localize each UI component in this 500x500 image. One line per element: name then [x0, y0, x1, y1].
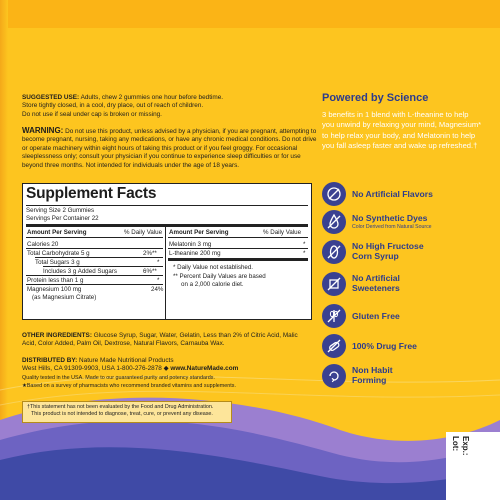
claim-label: Gluten Free	[352, 311, 400, 321]
other-ingredients-line-1: Glucose Syrup, Sugar, Water, Gelatin, Less than 2% of Citric Acid, Malic	[93, 332, 298, 339]
no-flavors-icon	[322, 182, 346, 206]
distributed-company: Nature Made Nutritional Products	[79, 357, 174, 364]
warning-block	[22, 127, 317, 170]
fact-row-magnesium-source: (as Magnesium Citrate)	[32, 294, 97, 301]
lot-expiry-box	[446, 432, 500, 500]
facts-title: Supplement Facts	[26, 185, 157, 202]
lot-label: Lot:	[451, 436, 460, 452]
warning-line-1: Do not use this product, unless advised by a physician, if you are pregnant, attempting to	[65, 128, 317, 135]
serving-size: Serving Size 2 Gummies	[26, 207, 95, 214]
footnote-1: * Daily Value not established.	[173, 264, 254, 271]
suggested-use-text: Adults, chew 2 gummies one hour before bedtime.	[80, 94, 224, 101]
claim-label: No Artificial	[352, 273, 400, 283]
fact-row-protein: Protein less than 1 g	[27, 277, 84, 284]
web-bullet: ◆	[163, 365, 169, 373]
fact-row-carb-dv: 2%**	[143, 250, 157, 257]
warning-line-4: sleeplessness only; consult your physician if you continue to experience sleep difficulties or for use	[22, 153, 301, 161]
fact-row-ltheanine: L-theanine 200 mg	[169, 250, 221, 257]
footnote-3: on a 2,000 calorie diet.	[181, 281, 244, 288]
fact-row-added-sugars-dv: 6%**	[143, 268, 157, 275]
warning-line-2: become pregnant, nursing, taking any medications, or have any chronic medical conditions. Do not drive	[22, 136, 317, 144]
distributed-address: West Hills, CA 91309-9903, USA 1-800-276-2878	[22, 365, 162, 373]
fact-row-calories: Calories 20	[27, 241, 59, 248]
no-dyes-icon	[322, 210, 346, 234]
fda-statement-line-1: †This statement has not been evaluated by the Food and Drug Administration.	[27, 404, 214, 410]
quality-text: Quality tested in the USA. Made to our guaranteed purity and potency standards.	[22, 374, 215, 381]
claim-label: No Artificial Flavors	[352, 189, 433, 199]
fact-row-sugars-dv: *	[157, 259, 160, 266]
survey-text: ★Based on a survey of pharmacists who recommend branded vitamins and supplements.	[22, 383, 236, 390]
distributed-label: DISTRIBUTED BY:	[22, 357, 78, 364]
storage-text: Store tightly closed, in a cool, dry place, out of reach of children.	[22, 102, 204, 110]
top-band	[0, 0, 500, 28]
drug-free-icon	[322, 334, 346, 358]
left-header-dv: % Daily Value	[124, 229, 163, 236]
suggested-use	[22, 94, 223, 119]
gluten-free-icon	[322, 304, 346, 328]
fact-row-added-sugars: Includes 3 g Added Sugars	[43, 268, 117, 275]
right-header-dv: % Daily Value	[263, 229, 302, 236]
left-header-amount: Amount Per Serving	[27, 229, 87, 236]
supplement-facts-panel	[22, 183, 312, 320]
warning-label: WARNING:	[22, 126, 64, 135]
fact-row-ltheanine-dv: *	[303, 250, 306, 257]
other-ingredients	[22, 332, 298, 349]
suggested-use-label: SUGGESTED USE:	[22, 94, 80, 101]
fact-row-magnesium-dv: 24%	[151, 286, 164, 293]
footnote-2: ** Percent Daily Values are based	[173, 273, 266, 280]
warning-line-3: or operate machinery within eight hours of taking this product or if you feel groggy. For occasional	[22, 144, 298, 152]
claim-sub: Color Derived from Natural Source	[352, 224, 432, 230]
claim-label: No Synthetic Dyes	[352, 213, 428, 223]
other-ingredients-label: OTHER INGREDIENTS:	[22, 332, 92, 339]
claim-label-2: Sweeteners	[352, 283, 400, 293]
distributed-by	[22, 357, 238, 391]
right-header-amount: Amount Per Serving	[169, 229, 229, 236]
non-habit-icon	[322, 364, 346, 388]
fact-row-sugars: Total Sugars 3 g	[35, 259, 80, 266]
distributed-web: www.NatureMade.com	[170, 365, 239, 373]
claim-label: No High Fructose	[352, 241, 424, 251]
seal-text: Do not use if seal under cap is broken or missing.	[22, 110, 162, 118]
warning-line-5: beyond three months. Not intended for individuals under the age of 18 years.	[22, 161, 240, 169]
fda-statement-box	[22, 401, 232, 423]
fact-row-carb: Total Carbohydrate 5 g	[27, 250, 90, 257]
claim-label: Non Habit	[352, 365, 393, 375]
fact-row-melatonin-dv: *	[303, 241, 306, 248]
science-heading: Powered by Science	[322, 92, 429, 104]
other-ingredients-line-2: Acid, Color Added, Palm Oil, Dextrose, Natural Flavors, Carnauba Wax.	[22, 340, 225, 348]
fact-row-melatonin: Melatonin 3 mg	[169, 241, 212, 248]
exp-label: Exp.:	[461, 436, 470, 456]
claim-label-2: Forming	[352, 375, 387, 385]
fact-row-magnesium: Magnesium 100 mg	[27, 286, 82, 293]
no-sweeteners-icon	[322, 272, 346, 296]
servings-per-container: Servings Per Container 22	[26, 215, 99, 222]
science-paragraph: 3 benefits in 1 blend with L-theanine to help you unwind by relaxing your mind, Magnesium* to help relax your body, and Melatonin to help you fall asleep faster and wake up refreshed.†	[322, 110, 482, 151]
no-hfcs-icon	[322, 240, 346, 264]
claim-label-2: Corn Syrup	[352, 251, 399, 261]
claim-label: 100% Drug Free	[352, 341, 417, 351]
fda-statement-line-2: This product is not intended to diagnose, treat, cure, or prevent any disease.	[31, 411, 213, 417]
fact-row-protein-dv: *	[157, 277, 160, 284]
